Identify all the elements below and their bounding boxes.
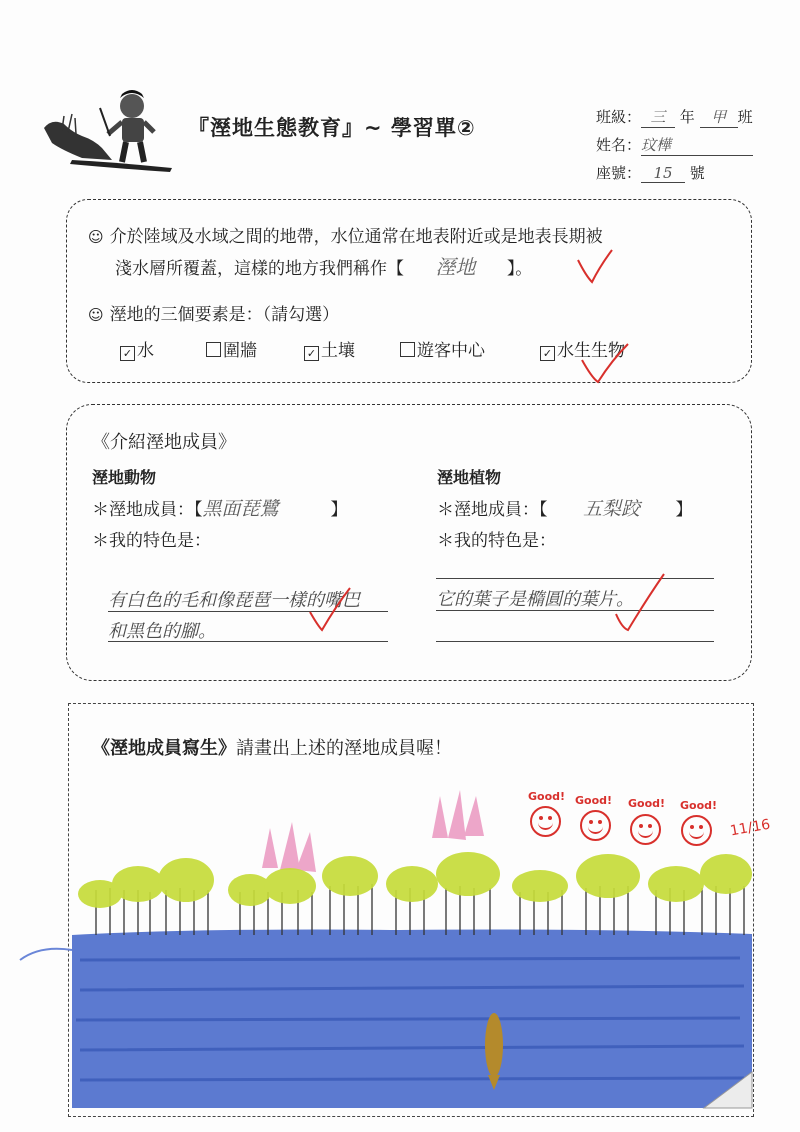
seat-value: 15 xyxy=(641,164,685,183)
trees-drawing xyxy=(78,852,752,908)
worksheet-title: 『溼地生態教育』~ 學習單② xyxy=(188,116,476,140)
plant-member-answer: 五梨跤 xyxy=(582,498,640,520)
plant-feature-line1: 它的葉子是橢圓的葉片。 xyxy=(436,589,634,610)
animal-feature-line1: 有白色的毛和像琵琶一樣的嘴巴 xyxy=(108,590,360,611)
animal-feature-label: ＊我的特色是： xyxy=(92,531,211,551)
class-year-label: 年 xyxy=(679,108,695,126)
seat-unit: 號 xyxy=(689,164,705,182)
plant-feature-label: ＊我的特色是： xyxy=(437,531,556,551)
option-aquatic-life[interactable]: ✓ 水生生物 xyxy=(540,336,625,361)
class-label: 班級： xyxy=(596,108,642,126)
date-mark: 11/16 xyxy=(728,816,772,840)
question-2-text: 溼地的三個要素是：（請勾選） xyxy=(109,305,340,325)
option-soil[interactable]: ✓ 土壤 xyxy=(304,336,355,361)
wetland-answer: 溼地 xyxy=(435,255,476,279)
class-grade-value: 三 xyxy=(641,106,675,128)
good-stamp-label: Good! xyxy=(575,794,613,807)
animal-feature-line2: 和黑色的腳。 xyxy=(108,621,216,642)
checkbox-checked-icon[interactable]: ✓ xyxy=(304,346,319,361)
option-wall[interactable]: 圍牆 xyxy=(206,336,257,361)
members-title: 《介紹溼地成員》 xyxy=(92,432,236,453)
good-stamp-label: Good! xyxy=(528,790,566,803)
name-value: 玟樺 xyxy=(641,134,753,156)
smile-icon: ☺ xyxy=(88,306,104,324)
option-visitor-center[interactable]: 遊客中心 xyxy=(400,336,485,361)
good-stamp-label: Good! xyxy=(680,799,718,812)
name-label: 姓名： xyxy=(596,136,642,154)
plant-member-row: ＊溼地成員：【 五梨跤 】 xyxy=(437,494,693,521)
class-section-value: 甲 xyxy=(700,106,738,128)
checkbox-checked-icon[interactable]: ✓ xyxy=(120,346,135,361)
animal-member-row: ＊溼地成員：【黑面琵鷺 】 xyxy=(92,494,348,521)
plant-heading: 溼地植物 xyxy=(437,468,502,487)
drawing-title: 《溼地成員寫生》請畫出上述的溼地成員喔！ xyxy=(92,738,452,759)
question-1-line1: 介於陸域及水域之間的地帶，水位通常在地表附近或是地表長期被 xyxy=(109,227,603,247)
seat-label: 座號： xyxy=(596,164,642,182)
checkbox-checked-icon[interactable]: ✓ xyxy=(540,346,555,361)
question-1-close-bracket: 】。 xyxy=(506,259,533,279)
good-stamp-label: Good! xyxy=(628,797,666,810)
animal-member-answer: 黑面琵鷺 xyxy=(202,498,279,520)
animal-heading: 溼地動物 xyxy=(92,468,157,487)
smile-icon: ☺ xyxy=(88,228,104,246)
fish-drawing xyxy=(485,1013,503,1077)
question-1-line2: 淺水層所覆蓋，這樣的地方我們稱作【 xyxy=(115,259,404,279)
option-water[interactable]: ✓ 水 xyxy=(120,336,154,361)
class-section-label: 班 xyxy=(737,108,753,126)
